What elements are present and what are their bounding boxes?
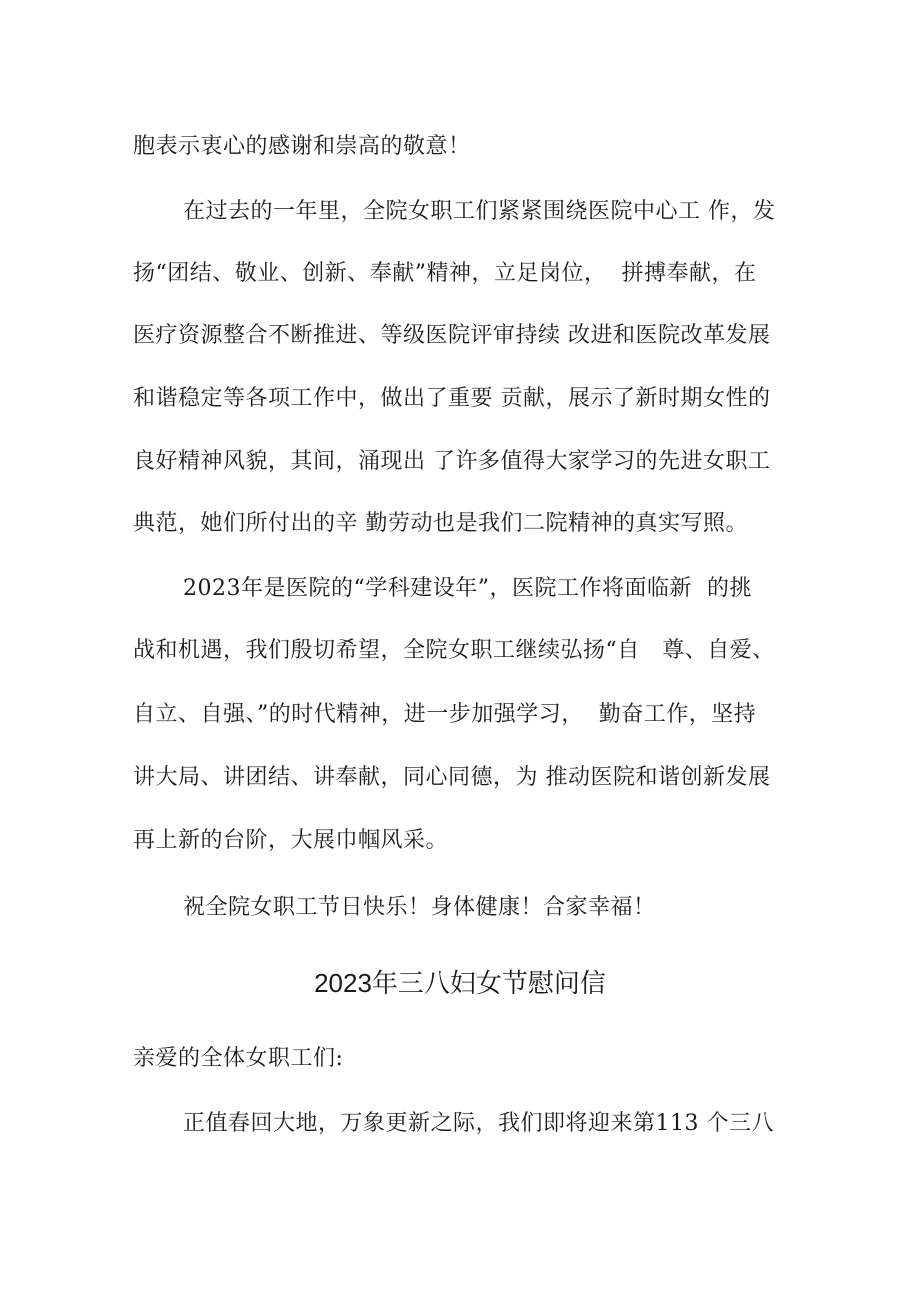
- paragraph-line: 良好精神风貌，其间，涌现出 了许多值得大家学习的先进女职工: [133, 449, 771, 474]
- salutation: 亲爱的全体女职工们:: [133, 1046, 344, 1071]
- paragraph-line: 再上新的台阶，大展巾帼风采。: [133, 828, 449, 853]
- paragraph-line: 典范，她们所付出的辛 勤劳动也是我们二院精神的真实写照。: [133, 511, 748, 536]
- paragraph-line: 自立、自强、”的时代精神，进一步加强学习， 勤奋工作，坚持: [133, 702, 757, 727]
- letter-title: 2023年三八妇女节慰问信: [314, 968, 606, 998]
- paragraph-line: 祝全院女职工节日快乐！身体健康！合家幸福！: [183, 895, 656, 920]
- paragraph-line: 讲大局、讲团结、讲奉献，同心同德，为 推动医院和谐创新发展: [133, 765, 771, 790]
- paragraph-line: 扬“团结、敬业、创新、奉献”精神，立足岗位， 拼搏奉献，在: [133, 261, 757, 286]
- paragraph-line: 2023年是医院的“学科建设年”，医院工作将面临新 的挑: [183, 576, 752, 601]
- paragraph-line: 在过去的一年里，全院女职工们紧紧围绕医院中心工 作，发: [183, 199, 776, 224]
- paragraph-line: 战和机遇，我们殷切希望，全院女职工继续弘扬“自 尊、自爱、: [133, 638, 775, 663]
- opening-line: 正值春回大地，万象更新之际，我们即将迎来第113 个三八: [183, 1111, 774, 1136]
- paragraph-line: 医疗资源整合不断推进、等级医院评审持续 改进和医院改革发展: [133, 323, 771, 348]
- paragraph-line: 胞表示衷心的感谢和崇高的敬意！: [133, 134, 471, 159]
- paragraph-line: 和谐稳定等各项工作中，做出了重要 贡献，展示了新时期女性的: [133, 386, 771, 411]
